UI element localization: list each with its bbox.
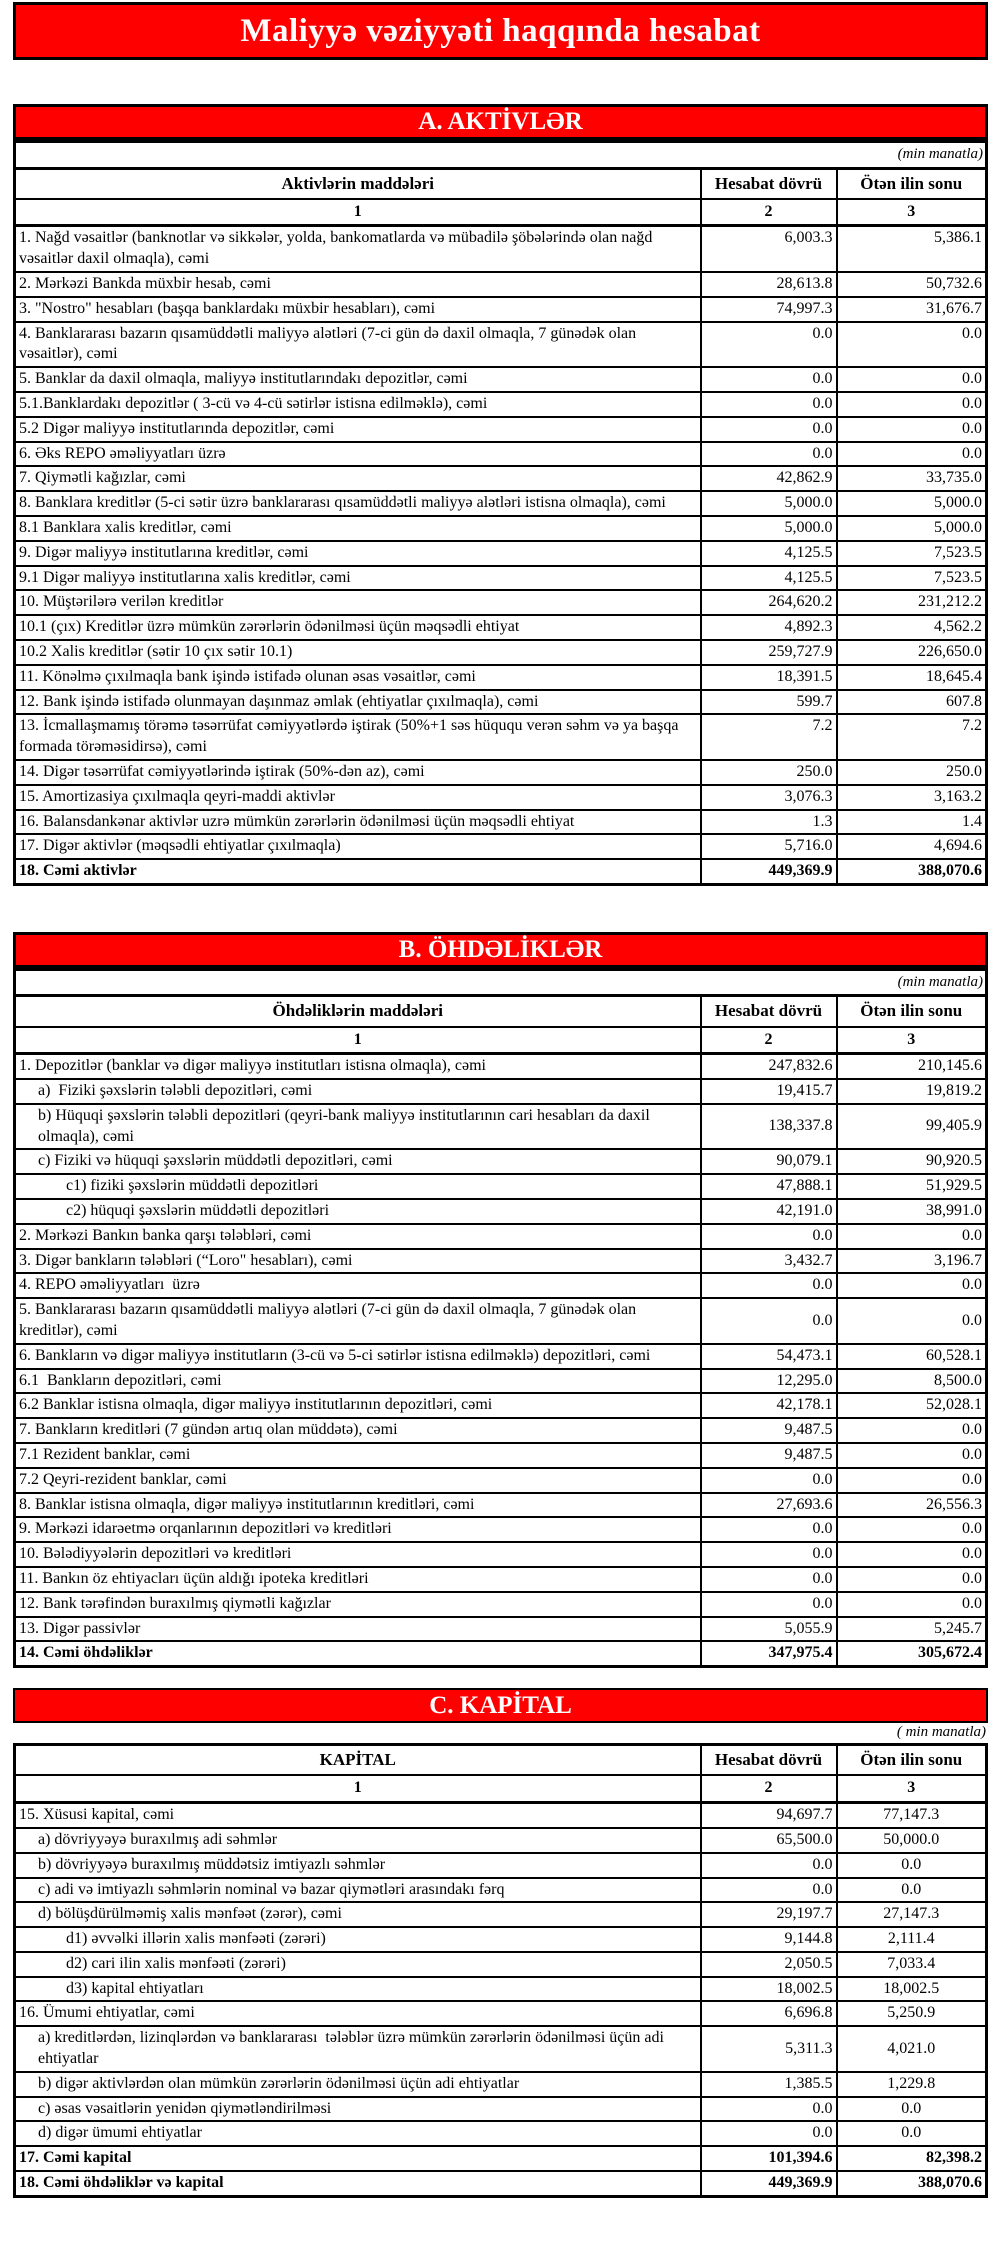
item-label-cell: a) dövriyyəyə buraxılmış adi səhmlər [15,1828,701,1853]
previous-year-value-cell: 4,694.6 [837,834,987,859]
current-period-value-cell: 6,696.8 [701,2001,837,2026]
table-row [15,590,987,615]
table-row [15,1641,987,1666]
table-row [15,226,987,272]
current-period-value-cell: 29,197.7 [701,1902,837,1927]
item-label-cell: c2) hüquqi şəxslərin müddətli depozitləri [15,1199,701,1224]
item-label-cell: 9. Mərkəzi idarəetmə orqanlarının depozitləri və kreditləri [15,1517,701,1542]
item-label-cell: b) digər aktivlərdən olan mümkün zərərlərin ödənilməsi üçün adi ehtiyatlar [15,2072,701,2097]
item-label-cell: d2) cari ilin xalis mənfəəti (zərəri) [15,1952,701,1977]
current-period-value-cell: 0.0 [701,1273,837,1298]
item-label-cell: 7. Bankların kreditləri (7 gündən artıq olan müddətə), cəmi [15,1418,701,1443]
assets-table-body [15,226,987,885]
previous-year-value-cell: 0.0 [837,1468,987,1493]
item-label-cell: 15. Amortizasiya çıxılmaqla qeyri-maddi aktivlər [15,785,701,810]
current-period-value-cell: 5,000.0 [701,516,837,541]
previous-year-value-cell: 231,212.2 [837,590,987,615]
table-row [15,1977,987,2002]
table-row [15,785,987,810]
item-label-cell: 9.1 Digər maliyyə institutlarına xalis kreditlər, cəmi [15,566,701,591]
current-period-value-cell: 5,311.3 [701,2026,837,2072]
column-number: 2 [701,199,837,226]
table-row [15,2001,987,2026]
item-label-cell: d) digər ümumi ehtiyatlar [15,2121,701,2146]
current-period-value-cell: 0.0 [701,1517,837,1542]
assets-column-headers [15,168,987,199]
current-period-value-cell: 264,620.2 [701,590,837,615]
column-number: 3 [837,199,987,226]
previous-year-column-header: Ötən ilin sonu [837,168,987,199]
current-period-value-cell: 0.0 [701,1298,837,1344]
previous-year-value-cell: 305,672.4 [837,1641,987,1666]
item-label-cell: 2. Mərkəzi Bankda müxbir hesab, cəmi [15,272,701,297]
current-period-column-header: Hesabat dövrü [701,168,837,199]
previous-year-value-cell: 7.2 [837,714,987,760]
item-label-cell: 10. Bələdiyyələrin depozitləri və kreditləri [15,1542,701,1567]
previous-year-value-cell: 0.0 [837,417,987,442]
previous-year-value-cell: 5,000.0 [837,491,987,516]
previous-year-value-cell: 7,523.5 [837,566,987,591]
previous-year-value-cell: 0.0 [837,1273,987,1298]
item-label-cell: 17. Cəmi kapital [15,2146,701,2171]
item-label-cell: 18. Cəmi öhdəliklər və kapital [15,2171,701,2196]
current-period-value-cell: 2,050.5 [701,1952,837,1977]
current-period-value-cell: 65,500.0 [701,1828,837,1853]
table-row [15,1878,987,1903]
liabilities-table [13,968,988,1668]
column-number: 3 [837,1027,987,1054]
table-row [15,322,987,368]
previous-year-value-cell: 18,002.5 [837,1977,987,2002]
previous-year-value-cell: 0.0 [837,392,987,417]
item-label-cell: c) adi və imtiyazlı səhmlərin nominal və bazar qiymətləri arasındakı fərq [15,1878,701,1903]
column-number-row [15,1775,987,1802]
previous-year-value-cell: 3,196.7 [837,1249,987,1274]
item-label-cell: 7. Qiymətli kağızlar, cəmi [15,466,701,491]
liabilities-table-body [15,1054,987,1667]
table-row [15,1249,987,1274]
previous-year-value-cell: 90,920.5 [837,1149,987,1174]
item-label-cell: 5.1.Banklardakı depozitlər ( 3-cü və 4-cü sətirlər istisna edilməklə), cəmi [15,392,701,417]
table-row [15,1592,987,1617]
current-period-value-cell: 0.0 [701,1567,837,1592]
section-capital-header-bar [13,1688,988,1723]
previous-year-value-cell: 51,929.5 [837,1174,987,1199]
table-row [15,1902,987,1927]
previous-year-value-cell: 5,386.1 [837,226,987,272]
item-label-cell: 15. Xüsusi kapital, cəmi [15,1803,701,1828]
table-row [15,640,987,665]
table-row [15,2121,987,2146]
previous-year-value-cell: 5,250.9 [837,2001,987,2026]
item-label-cell: 5. Banklar da daxil olmaqla, maliyyə institutlarındakı depozitlər, cəmi [15,367,701,392]
current-period-column-header: Hesabat dövrü [701,1745,837,1776]
item-label-cell: 6. Bankların və digər maliyyə institutların (3-cü və 5-ci sətirlər istisna edilməklə) depozitləri, cəmi [15,1344,701,1369]
current-period-value-cell: 3,076.3 [701,785,837,810]
current-period-value-cell: 9,144.8 [701,1927,837,1952]
previous-year-value-cell: 226,650.0 [837,640,987,665]
item-label-cell: b) dövriyyəyə buraxılmış müddətsiz imtiyazlı səhmlər [15,1853,701,1878]
table-row [15,417,987,442]
previous-year-value-cell: 0.0 [837,1592,987,1617]
previous-year-value-cell: 4,021.0 [837,2026,987,2072]
item-label-cell: 8.1 Banklara xalis kreditlər, cəmi [15,516,701,541]
table-row [15,1054,987,1079]
capital-table [13,1743,988,2198]
table-row [15,297,987,322]
item-label-cell: d3) kapital ehtiyatları [15,1977,701,2002]
previous-year-value-cell: 250.0 [837,760,987,785]
table-row [15,2171,987,2196]
previous-year-value-cell: 0.0 [837,1443,987,1468]
current-period-column-header: Hesabat dövrü [701,996,837,1027]
item-label-cell: 11. Bankın öz ehtiyacları üçün aldığı ipoteka kreditləri [15,1567,701,1592]
table-row [15,1174,987,1199]
item-label-cell: 17. Digər aktivlər (məqsədli ehtiyatlar çıxılmaqla) [15,834,701,859]
current-period-value-cell: 12,295.0 [701,1369,837,1394]
table-row [15,367,987,392]
current-period-value-cell: 0.0 [701,1468,837,1493]
previous-year-value-cell: 0.0 [837,322,987,368]
section-liabilities-header-bar [13,932,988,968]
previous-year-value-cell: 18,645.4 [837,665,987,690]
previous-year-column-header: Ötən ilin sonu [837,996,987,1027]
table-row [15,1493,987,1518]
current-period-value-cell: 5,000.0 [701,491,837,516]
current-period-value-cell: 4,125.5 [701,566,837,591]
capital-column-headers [15,1745,987,1776]
report-title-bar [13,2,988,60]
previous-year-value-cell: 388,070.6 [837,2171,987,2196]
item-label-cell: 4. Banklararası bazarın qısamüddətli maliyyə alətləri (7-ci gün də daxil olmaqla, 7 günədək olan vəsaitlər), cəmi [15,322,701,368]
item-label-cell: d) bölüşdürülməmiş xalis mənfəət (zərər), cəmi [15,1902,701,1927]
current-period-value-cell: 6,003.3 [701,226,837,272]
item-label-cell: 2. Mərkəzi Bankın banka qarşı tələbləri, cəmi [15,1224,701,1249]
table-row [15,834,987,859]
item-label-cell: c) Fiziki və hüquqi şəxslərin müddətli depozitləri, cəmi [15,1149,701,1174]
table-row [15,466,987,491]
column-number: 1 [15,199,701,226]
item-label-cell: 8. Banklara kreditlər (5-ci sətir üzrə banklararası qısamüddətli maliyyə alətləri istisna olmaqla), cəmi [15,491,701,516]
table-row [15,2146,987,2171]
item-label-cell: 1. Depozitlər (banklar və digər maliyyə institutları istisna olmaqla), cəmi [15,1054,701,1079]
previous-year-value-cell: 0.0 [837,1878,987,1903]
table-row [15,566,987,591]
item-label-cell: 12. Bank işində istifadə olunmayan daşınmaz əmlak (ehtiyatlar çıxılmaqla), cəmi [15,690,701,715]
current-period-value-cell: 1.3 [701,810,837,835]
table-row [15,1443,987,1468]
table-row [15,2097,987,2122]
previous-year-value-cell: 7,033.4 [837,1952,987,1977]
unit-note: (min manatla) [15,969,987,996]
section-assets-header-bar [13,104,988,140]
previous-year-value-cell: 0.0 [837,1298,987,1344]
current-period-value-cell: 0.0 [701,2097,837,2122]
assets-table [13,140,988,886]
unit-note-row [15,142,987,169]
current-period-value-cell: 90,079.1 [701,1149,837,1174]
previous-year-value-cell: 1,229.8 [837,2072,987,2097]
item-label-cell: 6.2 Banklar istisna olmaqla, digər maliyyə institutlarının depozitləri, cəmi [15,1393,701,1418]
section-liabilities [13,932,988,1668]
items-column-header: Öhdəliklərin maddələri [15,996,701,1027]
current-period-value-cell: 5,716.0 [701,834,837,859]
previous-year-value-cell: 19,819.2 [837,1079,987,1104]
current-period-value-cell: 1,385.5 [701,2072,837,2097]
item-label-cell: 16. Ümumi ehtiyatlar, cəmi [15,2001,701,2026]
column-number: 1 [15,1775,701,1802]
table-row [15,1418,987,1443]
previous-year-value-cell: 33,735.0 [837,466,987,491]
table-row [15,1517,987,1542]
current-period-value-cell: 47,888.1 [701,1174,837,1199]
table-row [15,1199,987,1224]
table-row [15,2072,987,2097]
section-capital-title: C. KAPİTAL [429,1691,572,1719]
table-row [15,1393,987,1418]
previous-year-value-cell: 0.0 [837,1517,987,1542]
item-label-cell: c) əsas vəsaitlərin yenidən qiymətləndirilməsi [15,2097,701,2122]
table-row [15,859,987,884]
column-number-row [15,1027,987,1054]
capital-table-body [15,1803,987,2197]
table-row [15,442,987,467]
current-period-value-cell: 9,487.5 [701,1443,837,1468]
previous-year-value-cell: 0.0 [837,1567,987,1592]
previous-year-value-cell: 0.0 [837,2097,987,2122]
item-label-cell: 6.1 Bankların depozitləri, cəmi [15,1369,701,1394]
item-label-cell: 12. Bank tərəfindən buraxılmış qiymətli kağızlar [15,1592,701,1617]
table-row [15,1344,987,1369]
previous-year-value-cell: 0.0 [837,442,987,467]
item-label-cell: 11. Könəlmə çıxılmaqla bank işində istifadə olunan əsas vəsaitlər, cəmi [15,665,701,690]
table-row [15,1927,987,1952]
report-title: Maliyyə vəziyyəti haqqında hesabat [240,12,761,49]
current-period-value-cell: 0.0 [701,1853,837,1878]
unit-note: (min manatla) [15,142,987,169]
current-period-value-cell: 4,892.3 [701,615,837,640]
current-period-value-cell: 3,432.7 [701,1249,837,1274]
section-capital [13,1688,988,2198]
previous-year-value-cell: 50,000.0 [837,1828,987,1853]
previous-year-value-cell: 0.0 [837,1418,987,1443]
current-period-value-cell: 101,394.6 [701,2146,837,2171]
section-assets [13,104,988,886]
item-label-cell: 7.2 Qeyri-rezident banklar, cəmi [15,1468,701,1493]
unit-note-row [15,969,987,996]
current-period-value-cell: 94,697.7 [701,1803,837,1828]
table-row [15,714,987,760]
current-period-value-cell: 347,975.4 [701,1641,837,1666]
previous-year-value-cell: 31,676.7 [837,297,987,322]
current-period-value-cell: 0.0 [701,1542,837,1567]
current-period-value-cell: 5,055.9 [701,1617,837,1642]
previous-year-value-cell: 5,000.0 [837,516,987,541]
table-row [15,1853,987,1878]
liabilities-column-headers [15,996,987,1027]
previous-year-value-cell: 3,163.2 [837,785,987,810]
previous-year-value-cell: 99,405.9 [837,1104,987,1150]
column-number: 1 [15,1027,701,1054]
table-row [15,1224,987,1249]
table-row [15,491,987,516]
current-period-value-cell: 0.0 [701,1878,837,1903]
previous-year-value-cell: 8,500.0 [837,1369,987,1394]
current-period-value-cell: 74,997.3 [701,297,837,322]
item-label-cell: 16. Balansdankənar aktivlər uzrə mümkün zərərlərin ödənilməsi üçün məqsədli ehtiyat [15,810,701,835]
previous-year-value-cell: 0.0 [837,2121,987,2146]
current-period-value-cell: 0.0 [701,442,837,467]
current-period-value-cell: 599.7 [701,690,837,715]
item-label-cell: 9. Digər maliyyə institutlarına kreditlər, cəmi [15,541,701,566]
table-row [15,760,987,785]
financial-report-page [13,2,988,2198]
previous-year-value-cell: 27,147.3 [837,1902,987,1927]
item-label-cell: 10. Müştərilərə verilən kreditlər [15,590,701,615]
table-row [15,1952,987,1977]
item-label-cell: 14. Digər təsərrüfat cəmiyyətlərində iştirak (50%-dən az), cəmi [15,760,701,785]
previous-year-value-cell: 0.0 [837,367,987,392]
previous-year-value-cell: 7,523.5 [837,541,987,566]
previous-year-value-cell: 4,562.2 [837,615,987,640]
current-period-value-cell: 0.0 [701,392,837,417]
item-label-cell: a) Fiziki şəxslərin tələbli depozitləri, cəmi [15,1079,701,1104]
column-number: 2 [701,1027,837,1054]
item-label-cell: 13. İcmallaşmamış törəmə təsərrüfat cəmiyyətlərdə iştirak (50%+1 səs hüququ verən səhm və ya başqa formada törəməsidirsə), cəmi [15,714,701,760]
previous-year-value-cell: 60,528.1 [837,1344,987,1369]
item-label-cell: 14. Cəmi öhdəliklər [15,1641,701,1666]
table-row [15,1468,987,1493]
items-column-header: Aktivlərin maddələri [15,168,701,199]
previous-year-value-cell: 5,245.7 [837,1617,987,1642]
table-row [15,1273,987,1298]
current-period-value-cell: 28,613.8 [701,272,837,297]
item-label-cell: 1. Nağd vəsaitlər (banknotlar və sikkələr, yolda, bankomatlarda və mübadilə şöbələrində olan nağd vəsaitlər daxil olmaqla), cəmi [15,226,701,272]
current-period-value-cell: 18,002.5 [701,1977,837,2002]
current-period-value-cell: 19,415.7 [701,1079,837,1104]
current-period-value-cell: 0.0 [701,2121,837,2146]
current-period-value-cell: 0.0 [701,1224,837,1249]
table-row [15,1149,987,1174]
item-label-cell: 5.2 Digər maliyyə institutlarında depozitlər, cəmi [15,417,701,442]
previous-year-value-cell: 77,147.3 [837,1803,987,1828]
table-row [15,516,987,541]
table-row [15,690,987,715]
item-label-cell: c1) fiziki şəxslərin müddətli depozitləri [15,1174,701,1199]
previous-year-value-cell: 0.0 [837,1853,987,1878]
current-period-value-cell: 54,473.1 [701,1344,837,1369]
table-row [15,1617,987,1642]
previous-year-value-cell: 607.8 [837,690,987,715]
current-period-value-cell: 7.2 [701,714,837,760]
column-number: 2 [701,1775,837,1802]
current-period-value-cell: 0.0 [701,322,837,368]
previous-year-value-cell: 388,070.6 [837,859,987,884]
current-period-value-cell: 42,862.9 [701,466,837,491]
section-liabilities-title: B. ÖHDƏLİKLƏR [398,935,603,963]
item-label-cell: 3. Digər bankların tələbləri (“Loro" hesabları), cəmi [15,1249,701,1274]
table-row [15,272,987,297]
item-label-cell: 18. Cəmi aktivlər [15,859,701,884]
current-period-value-cell: 449,369.9 [701,2171,837,2196]
current-period-value-cell: 449,369.9 [701,859,837,884]
previous-year-value-cell: 82,398.2 [837,2146,987,2171]
current-period-value-cell: 9,487.5 [701,1418,837,1443]
table-row [15,541,987,566]
current-period-value-cell: 138,337.8 [701,1104,837,1150]
previous-year-value-cell: 52,028.1 [837,1393,987,1418]
item-label-cell: 13. Digər passivlər [15,1617,701,1642]
table-row [15,1298,987,1344]
item-label-cell: 7.1 Rezident banklar, cəmi [15,1443,701,1468]
table-row [15,810,987,835]
current-period-value-cell: 259,727.9 [701,640,837,665]
item-label-cell: b) Hüquqi şəxslərin tələbli depozitləri (qeyri-bank maliyyə institutlarının cari hesabları da daxil olmaqla), cəmi [15,1104,701,1150]
current-period-value-cell: 4,125.5 [701,541,837,566]
table-row [15,665,987,690]
table-row [15,2026,987,2072]
current-period-value-cell: 0.0 [701,1592,837,1617]
previous-year-value-cell: 38,991.0 [837,1199,987,1224]
item-label-cell: 5. Banklararası bazarın qısamüddətli maliyyə alətləri (7-ci gün də daxil olmaqla, 7 günədək olan kreditlər), cəmi [15,1298,701,1344]
previous-year-value-cell: 2,111.4 [837,1927,987,1952]
table-row [15,615,987,640]
unit-note: ( min manatla) [896,1724,986,1741]
item-label-cell: 3. "Nostro" hesabları (başqa banklardakı müxbir hesabları), cəmi [15,297,701,322]
table-row [15,1828,987,1853]
item-label-cell: 10.1 (çıx) Kreditlər üzrə mümkün zərərlərin ödənilməsi üçün məqsədli ehtiyat [15,615,701,640]
column-number-row [15,199,987,226]
previous-year-column-header: Ötən ilin sonu [837,1745,987,1776]
previous-year-value-cell: 1.4 [837,810,987,835]
items-column-header: KAPİTAL [15,1745,701,1776]
previous-year-value-cell: 0.0 [837,1542,987,1567]
table-row [15,1369,987,1394]
previous-year-value-cell: 210,145.6 [837,1054,987,1079]
item-label-cell: 10.2 Xalis kreditlər (sətir 10 çıx sətir 10.1) [15,640,701,665]
item-label-cell: 6. Əks REPO əməliyyatları üzrə [15,442,701,467]
previous-year-value-cell: 50,732.6 [837,272,987,297]
current-period-value-cell: 0.0 [701,367,837,392]
item-label-cell: 8. Banklar istisna olmaqla, digər maliyyə institutlarının kreditləri, cəmi [15,1493,701,1518]
table-row [15,1104,987,1150]
table-row [15,1079,987,1104]
current-period-value-cell: 27,693.6 [701,1493,837,1518]
current-period-value-cell: 18,391.5 [701,665,837,690]
item-label-cell: a) kreditlərdən, lizinqlərdən və banklararası tələblər üzrə mümkün zərərlərin ödənilməsi üçün adi ehtiyatlar [15,2026,701,2072]
current-period-value-cell: 42,178.1 [701,1393,837,1418]
section-assets-title: A. AKTİVLƏR [418,108,583,135]
previous-year-value-cell: 26,556.3 [837,1493,987,1518]
item-label-cell: 4. REPO əməliyyatları üzrə [15,1273,701,1298]
item-label-cell: d1) əvvəlki illərin xalis mənfəəti (zərəri) [15,1927,701,1952]
current-period-value-cell: 250.0 [701,760,837,785]
current-period-value-cell: 0.0 [701,417,837,442]
column-number: 3 [837,1775,987,1802]
previous-year-value-cell: 0.0 [837,1224,987,1249]
current-period-value-cell: 247,832.6 [701,1054,837,1079]
table-row [15,1803,987,1828]
table-row [15,1567,987,1592]
current-period-value-cell: 42,191.0 [701,1199,837,1224]
table-row [15,392,987,417]
table-row [15,1542,987,1567]
